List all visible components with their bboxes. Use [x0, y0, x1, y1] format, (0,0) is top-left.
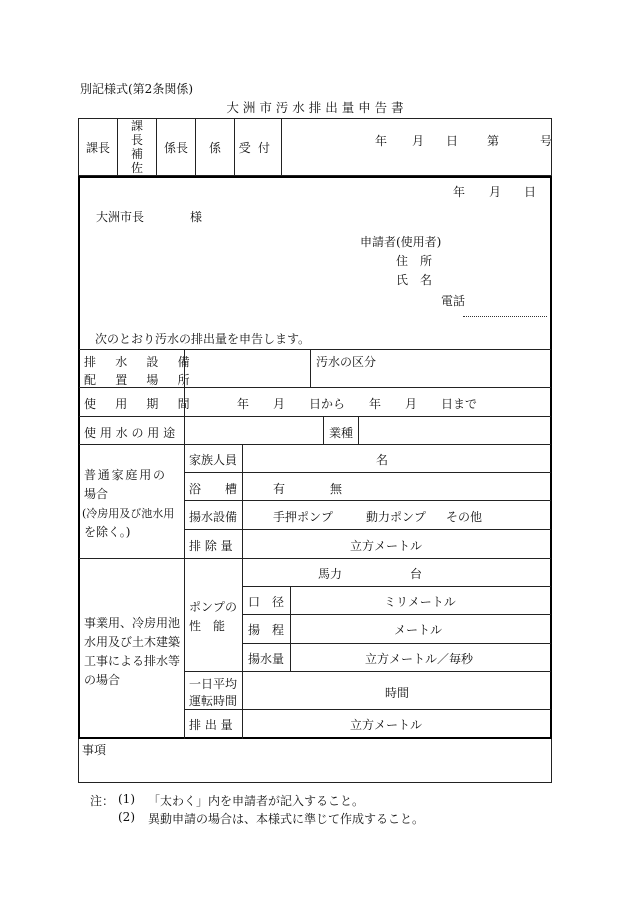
- addressee: 大洲市長: [96, 210, 145, 224]
- family-label: 家族人員: [189, 453, 238, 467]
- header-cell-kacho: 課長: [79, 119, 118, 176]
- pump-manual: 手押ポンプ: [273, 510, 334, 524]
- units-label: 台: [410, 567, 423, 581]
- business-label-2: 水用及び土木建築: [84, 635, 181, 649]
- bath-yes: 有: [273, 482, 286, 496]
- remarks-label: 事項: [82, 743, 107, 757]
- facility-location-label-1: 排 水 設 備: [84, 355, 194, 369]
- purpose-label: 使 用 水 の 用 途: [84, 426, 176, 440]
- business-discharge-label: 排 出 量: [189, 718, 233, 732]
- phone-dotted-line: [463, 316, 547, 317]
- avg-operation-label-1: 一日平均: [189, 677, 238, 691]
- declaration-date-year: 年: [453, 185, 466, 199]
- family-unit: 名: [376, 453, 389, 467]
- form-reference: 別記様式(第2条関係): [80, 82, 193, 96]
- head-unit: メートル: [394, 623, 443, 637]
- flow-unit: 立方メートル／毎秒: [365, 652, 474, 666]
- header-cell-kakari: 係: [196, 119, 235, 176]
- pump-performance-label-2: 性 能: [189, 619, 226, 633]
- pump-power: 動力ポンプ: [366, 510, 427, 524]
- household-label-3: (冷房用及び池水用: [82, 507, 175, 520]
- declaration-statement: 次のとおり汚水の排出量を申告します。: [95, 332, 311, 346]
- period-value: 年 月 日から 年 月 日まで: [237, 397, 478, 411]
- applicant-label: 申請者(使用者): [360, 235, 442, 249]
- facility-location-label-2: 配 置 場 所: [84, 373, 194, 387]
- head-label: 揚 程: [248, 623, 285, 637]
- note-1-text: 「太わく」内を申請者が記入すること。: [148, 794, 365, 808]
- note-1-number: (1): [118, 792, 135, 806]
- note-2-text: 異動申請の場合は、本様式に準じて作成すること。: [148, 812, 425, 826]
- header-cell-kacho-hosa: 課長補佐: [118, 119, 157, 176]
- bore-unit: ミリメートル: [384, 595, 456, 609]
- bore-label: 口 径: [248, 595, 285, 609]
- avg-operation-label-2: 運転時間: [189, 694, 238, 708]
- pump-other: その他: [446, 510, 483, 524]
- sewage-category-label: 汚水の区分: [316, 355, 377, 369]
- header-cell-uketsuke: 受付: [235, 119, 282, 176]
- household-label-1: 普通家庭用の: [84, 468, 167, 482]
- receipt-cell: 年 月 日 第 号: [282, 119, 552, 176]
- phone-label: 電話: [441, 294, 466, 308]
- horsepower-label: 馬力: [318, 567, 343, 581]
- household-label-2: 場合: [84, 487, 109, 501]
- business-label-1: 事業用、冷房用池: [84, 616, 181, 630]
- household-discharge-unit: 立方メートル: [350, 539, 423, 553]
- declaration-date-month: 月: [489, 185, 502, 199]
- flow-label: 揚水量: [248, 652, 285, 666]
- name-label: 氏 名: [396, 273, 433, 287]
- period-label: 使 用 期 間: [84, 397, 194, 411]
- notes-prefix: 注：: [90, 794, 115, 808]
- addressee-honorific: 様: [190, 210, 203, 224]
- bath-no: 無: [330, 482, 343, 496]
- household-discharge-label: 排 除 量: [189, 539, 233, 553]
- declaration-date-day: 日: [524, 185, 537, 199]
- approval-table: [78, 118, 552, 176]
- bath-label: 浴 槽: [189, 482, 238, 496]
- remarks-box: [78, 739, 552, 783]
- address-label: 住 所: [396, 254, 433, 268]
- business-discharge-unit: 立方メートル: [350, 718, 423, 732]
- note-2-number: (2): [118, 810, 135, 824]
- household-label-4: を除く。): [84, 525, 131, 539]
- header-cell-kakaricho: 係長: [157, 119, 196, 176]
- business-label-4: の場合: [84, 673, 121, 687]
- business-type-label: 業種: [329, 426, 354, 440]
- form-title: 大 洲 市 汚 水 排 出 量 申 告 書: [226, 100, 404, 115]
- business-label-3: 工事による排水等: [84, 654, 181, 668]
- pump-performance-label-1: ポンプの: [189, 600, 238, 614]
- pump-label: 揚水設備: [189, 510, 238, 524]
- hours-unit: 時間: [385, 686, 410, 700]
